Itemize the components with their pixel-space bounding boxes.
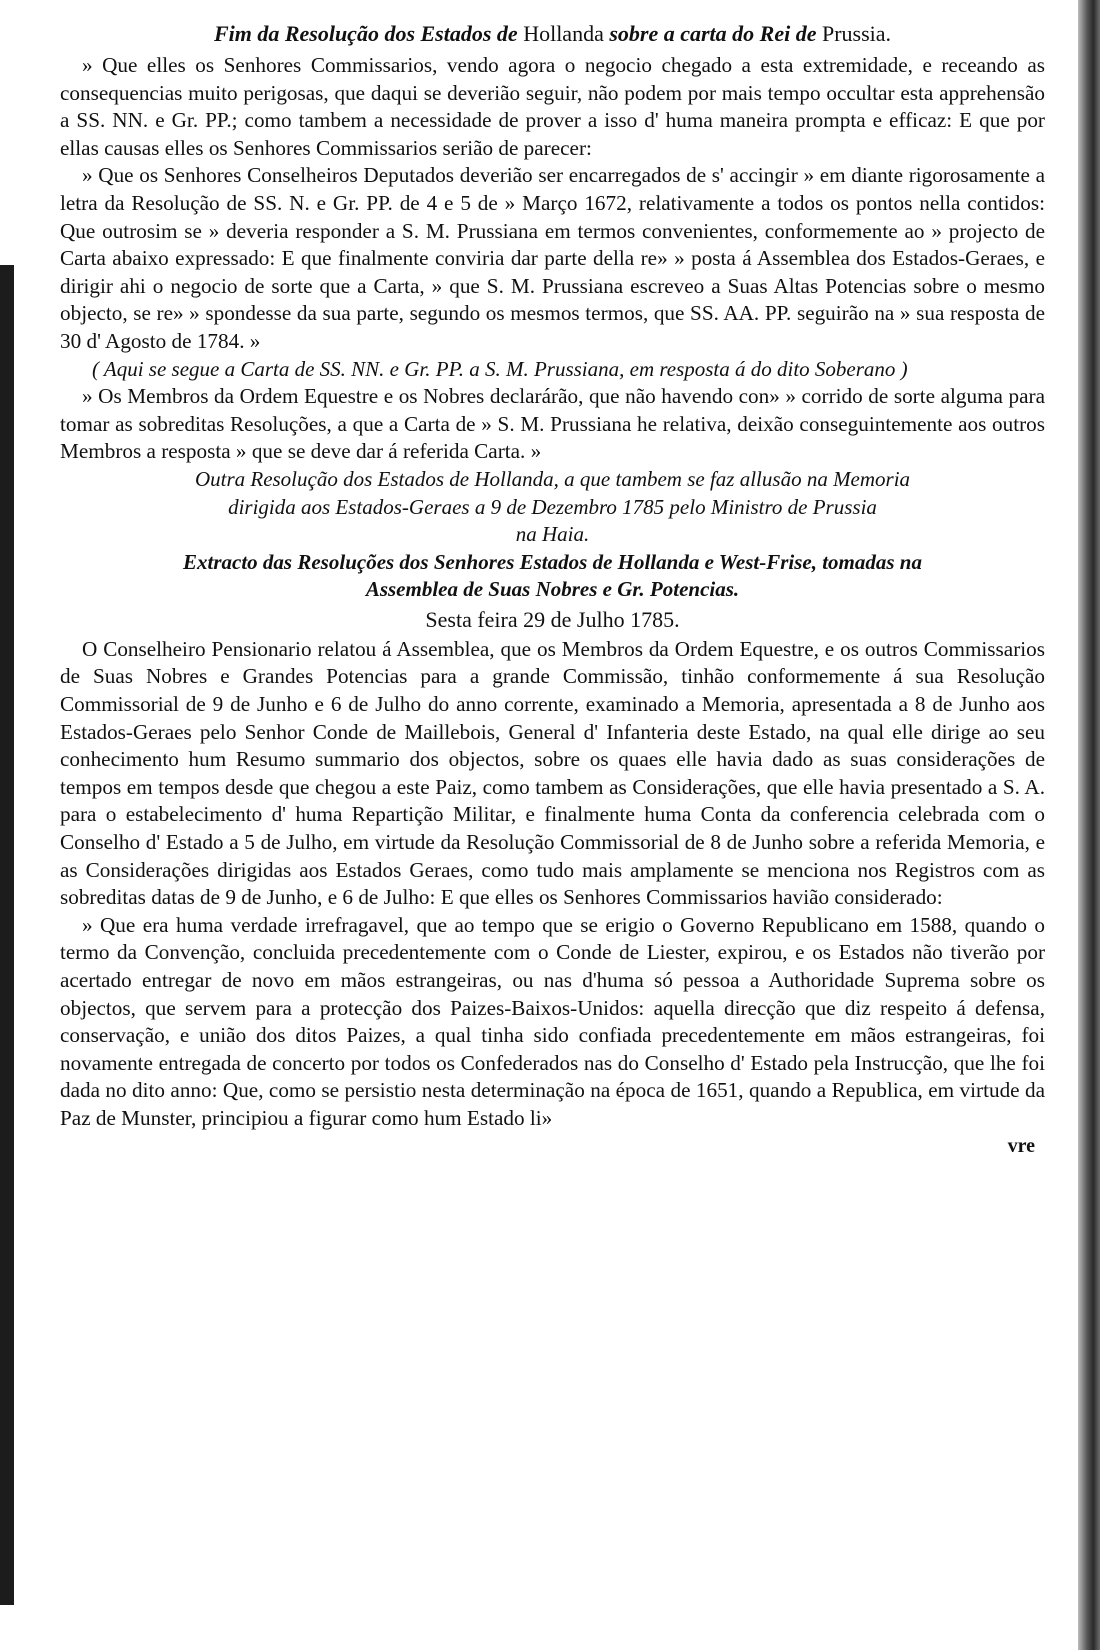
catchword: vre — [1007, 1134, 1035, 1157]
heading-1-line-1: Outra Resolução dos Estados de Hollanda, a que tambem se faz allusão na Memoria — [194, 466, 911, 491]
page-title — [60, 20, 1045, 48]
heading-1 — [60, 466, 1045, 549]
paragraph-5: » Que era huma verdade irrefragavel, que ao tempo que se erigio o Governo Republicano em 1588, quando o termo da Convenção, concluida precedentemente com o Conde de Liester, expirou, e os Estados não tiverão por acertado entregar de novo em mãos estrangeiras, ou nas d'huma só pessoa a Authoridade Suprema sobre os objectos, que servem para a protecção dos Paizes-Baixos-Unidos: aquella direcção que diz respeito á defensa, conservação, e união dos ditos Paizes, a qual tinha sido confiada precedentemente em mãos estrangeiras, foi novamente entregada de concerto por todos os Confederados nas do Conselho d' Estado pela Instrucção, que lhe foi dada no dito anno: Que, como se persistio nesta determinação na época de 1651, quando a Republica, em virtude da Paz de Munster, principiou a figurar como hum Estado li» — [60, 912, 1045, 1130]
document-page — [60, 20, 1045, 1630]
heading-2 — [60, 549, 1045, 604]
heading-2-line-2: Assemblea de Suas Nobres e Gr. Potencias. — [365, 577, 740, 602]
paragraph-4: O Conselheiro Pensionario relatou á Assemblea, que os Membros da Ordem Equestre, e os outros Commissarios de Suas Nobres e Grandes Potencias para a grande Commissão, tinhão conformemente á sua Resolução Commissorial de 9 de Junho e 6 de Julho do anno corrente, examinado a Memoria, apresentada a 8 de Junho aos Estados-Geraes pelo Senhor Conde de Maillebois, General d' Infanteria deste Estado, na qual elle dirige ao seu conhecimento hum Resumo summario dos objectos, sobre os quaes elle havia dado as suas considerações de tempos em tempos desde que chegou a este Paiz, como tambem as Considerações, que elle havia presentado a S. A. para o estabelecimento d' huma Repartição Militar, e finalmente huma Conta da conferencia celebrada com o Conselho d' Estado a 5 de Julho, em virtude da Resolução Commissorial de 8 de Junho sobre a referida Memoria, e as Considerações dirigidas aos Estados Geraes, como tudo mais amplamente se menciona nos Registros com as sobreditas datas de 9 de Junho, e 6 de Julho: E que elles os Senhores Commissarios havião considerado: — [60, 636, 1045, 910]
heading-1-line-3: na Haia. — [515, 522, 590, 547]
date-line: Sesta feira 29 de Julho 1785. — [425, 606, 680, 632]
binding-shadow — [0, 265, 14, 1605]
page-edge-shadow — [1078, 0, 1100, 1650]
editorial-note: ( Aqui se segue a Carta de SS. NN. e Gr. PP. a S. M. Prussiana, em resposta á do dito Soberano ) — [92, 356, 908, 381]
title-part-3: sobre a carta do Rei de — [603, 21, 822, 46]
paragraph-1: » Que elles os Senhores Commissarios, vendo agora o negocio chegado a esta extremidade, e receando as consequencias muito perigosas, que daqui se deverião seguir, não podem por mais tempo occultar esta apprehensão a SS. NN. e Gr. PP.; como tambem a necessidade de prover a isso d' huma maneira prompta e efficaz: E que por ellas causas elles os Senhores Commissarios serião de parecer: — [60, 53, 1045, 160]
heading-2-line-1: Extracto das Resoluções dos Senhores Estados de Hollanda e West-Frise, tomadas na — [183, 549, 922, 574]
title-part-1: Fim da Resolução dos Estados de — [213, 21, 524, 46]
paragraph-2: » Que os Senhores Conselheiros Deputados deverião ser encarregados de s' accingir » em diante rigorosamente a letra da Resolução de SS. N. e Gr. PP. de 4 e 5 de » Março 1672, relativamente a todos os pontos nella contidos: Que outrosim se » deveria responder a S. M. Prussiana em termos convenientes, conformemente ao » projecto de Carta abaixo expressado: E que finalmente conviria dar parte della re» » posta á Assemblea dos Estados-Geraes, e dirigir ahi o negocio de sorte que a Carta, » que S. M. Prussiana escreveo a Suas Altas Potencias sobre o mesmo objecto, se re» » spondesse da sua parte, segundo os mesmos termos, que SS. AA. PP. seguirão na » sua resposta de 30 d' Agosto de 1784. » — [60, 163, 1045, 353]
paragraph-3: » Os Membros da Ordem Equestre e os Nobres declarárão, que não havendo con» » corrido de sorte alguma para tomar as sobreditas Resoluções, a que a Carta de » S. M. Prussiana he relativa, deixão conseguintemente aos outros Membros a resposta » que se deve dar á referida Carta. » — [60, 384, 1045, 464]
title-part-4: Prussia. — [822, 21, 892, 46]
heading-1-line-2: dirigida aos Estados-Geraes a 9 de Dezembro 1785 pelo Ministro de Prussia — [228, 494, 877, 519]
title-part-2: Hollanda — [523, 21, 604, 46]
